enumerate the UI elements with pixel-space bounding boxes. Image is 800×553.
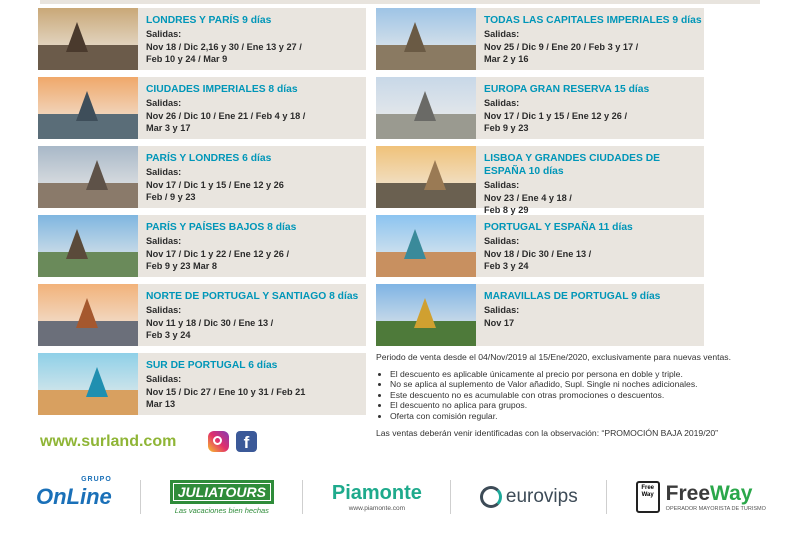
tour-info	[138, 8, 302, 70]
freeway-logo	[636, 481, 766, 513]
tour-photo	[38, 77, 138, 139]
departure-dates: Nov 18 / Dic 2,16 y 30 / Ene 13 y 27 /	[146, 41, 302, 52]
partner-logos	[36, 475, 766, 519]
tour-card[interactable]	[376, 77, 704, 139]
online-logo	[36, 476, 112, 510]
departure-dates: Nov 17	[484, 317, 515, 328]
tour-card[interactable]	[38, 146, 366, 208]
tour-title[interactable]: SUR DE PORTUGAL 6 días	[146, 360, 278, 371]
departure-dates: Mar 2 y 16	[484, 54, 529, 64]
tour-title[interactable]: NORTE DE PORTUGAL Y SANTIAGO 8 días	[146, 291, 359, 302]
eurovips-logo	[480, 486, 578, 508]
tour-title[interactable]: PARÍS Y LONDRES 6 días	[146, 153, 272, 164]
departure-dates: Feb / 9 y 23	[146, 192, 196, 202]
tour-title[interactable]: PORTUGAL Y ESPAÑA 11 días	[484, 222, 633, 233]
left-column	[38, 8, 366, 422]
tour-info	[476, 8, 702, 70]
tour-card[interactable]	[38, 215, 366, 277]
logo-divider	[302, 480, 303, 514]
departure-dates: Nov 15 / Dic 27 / Ene 10 y 31 / Feb 21	[146, 386, 306, 397]
tour-title[interactable]: EUROPA GRAN RESERVA 15 días	[484, 84, 650, 95]
photo-ground	[376, 45, 476, 70]
departure-dates: Nov 25 / Dic 9 / Ene 20 / Feb 3 y 17 /	[484, 41, 639, 52]
departures-label: Salidas:	[146, 29, 182, 39]
tour-info	[476, 77, 649, 139]
note-item: • El descuento es aplicable únicamente al precio por persona en doble y triple.	[390, 369, 766, 380]
piamonte-logo-name: Piamonte	[331, 482, 422, 504]
tour-photo	[38, 215, 138, 277]
departures-label: Salidas:	[146, 98, 182, 108]
freeway-logo-name	[666, 482, 766, 506]
departure-dates: Feb 3 y 24	[484, 261, 529, 271]
tour-info	[138, 353, 305, 415]
logo-divider	[140, 480, 141, 514]
departure-dates: Nov 17 / Dic 1 y 22 / Ene 12 y 26 /	[146, 248, 289, 259]
photo-ground	[376, 252, 476, 277]
tour-info	[138, 215, 296, 277]
departure-dates: Nov 11 y 18 / Dic 30 / Ene 13 /	[146, 317, 274, 328]
tour-title[interactable]: CIUDADES IMPERIALES 8 días	[146, 84, 298, 95]
freeway-name-a: Free	[665, 482, 711, 505]
note-item: • No se aplica al suplemento de Valor añadido, Supl. Single ni noches adicionales.	[390, 379, 766, 390]
freeway-name-b: Way	[710, 482, 753, 505]
freeway-sign-icon: Free Way	[636, 481, 660, 513]
tour-photo	[38, 8, 138, 70]
piamonte-url: www.piamonte.com	[348, 505, 406, 512]
departure-dates: Feb 8 y 29	[484, 205, 529, 215]
tour-info	[138, 77, 305, 139]
freeway-tagline: OPERADOR MAYORISTA DE TURISMO	[665, 506, 766, 512]
juliatours-tagline: Las vacaciones bien hechas	[174, 505, 269, 515]
terms-notes	[376, 352, 766, 438]
departures-label: Salidas:	[484, 98, 520, 108]
departure-dates: Feb 9 y 23	[484, 123, 529, 133]
departure-dates: Mar 3 y 17	[146, 123, 191, 133]
note-item: • Este descuento no es acumulable con otras promociones o descuentos.	[390, 390, 766, 401]
logo-divider	[450, 480, 451, 514]
tour-photo	[376, 284, 476, 346]
tour-card[interactable]	[38, 284, 366, 346]
tour-card[interactable]	[376, 146, 704, 215]
departure-dates: Feb 3 y 24	[146, 330, 191, 340]
note-item: • El descuento no aplica para grupos.	[390, 400, 766, 411]
tour-photo	[376, 215, 476, 277]
tour-photo	[376, 146, 476, 208]
logo-divider	[606, 480, 607, 514]
departure-dates: Feb 9 y 23 Mar 8	[146, 261, 217, 271]
tour-info	[476, 215, 633, 277]
eurovips-emblem-icon	[480, 486, 502, 508]
tour-photo	[376, 8, 476, 70]
departure-dates: Nov 26 / Dic 10 / Ene 21 / Feb 4 y 18 /	[146, 110, 306, 121]
tour-photo	[376, 77, 476, 139]
note-item: • Oferta con comisión regular.	[390, 411, 766, 422]
departures-label: Salidas:	[146, 374, 182, 384]
tour-card[interactable]	[376, 284, 704, 346]
online-logo-sub: GRUPO	[81, 476, 112, 483]
departure-dates: Mar 13	[146, 399, 176, 409]
tour-card[interactable]	[38, 353, 366, 415]
tour-title[interactable]: MARAVILLAS DE PORTUGAL 9 días	[484, 291, 661, 302]
tour-photo	[38, 353, 138, 415]
tour-title[interactable]: PARÍS Y PAÍSES BAJOS 8 días	[146, 222, 297, 233]
juliatours-logo-name: JULIATOURS	[170, 480, 274, 504]
right-column	[376, 8, 704, 353]
departures-label: Salidas:	[484, 29, 520, 39]
tour-info	[476, 284, 660, 346]
departures-label: Salidas:	[484, 180, 520, 190]
departure-dates: Feb 10 y 24 / Mar 9	[146, 54, 228, 64]
departures-label: Salidas:	[146, 236, 182, 246]
juliatours-logo	[170, 480, 274, 515]
departures-label: Salidas:	[146, 167, 182, 177]
photo-ground	[38, 252, 138, 277]
tour-card[interactable]	[38, 8, 366, 70]
online-logo-name: OnLine	[36, 484, 112, 509]
departures-label: Salidas:	[484, 305, 520, 315]
departure-dates: Nov 17 / Dic 1 y 15 / Ene 12 y 26	[146, 179, 284, 190]
departure-dates: Nov 18 / Dic 30 / Ene 13 /	[484, 248, 592, 259]
tour-photo	[38, 284, 138, 346]
tour-card[interactable]	[38, 77, 366, 139]
tour-title[interactable]: LISBOA Y GRANDES CIUDADES DE ESPAÑA 10 días	[484, 153, 661, 177]
photo-ground	[38, 45, 138, 70]
notes-list	[376, 369, 766, 422]
instagram-icon[interactable]	[208, 431, 229, 452]
tour-card[interactable]	[376, 215, 704, 277]
top-band	[40, 0, 760, 4]
notes-intro: Periodo de venta desde el 04/Nov/2019 al 15/Ene/2020, exclusivamente para nuevas ventas.	[376, 352, 731, 362]
piamonte-logo	[332, 482, 422, 512]
eurovips-logo-name: eurovips	[505, 486, 578, 507]
tour-card[interactable]	[376, 8, 704, 70]
departure-dates: Nov 17 / Dic 1 y 15 / Ene 12 y 26 /	[484, 110, 627, 121]
tour-photo	[38, 146, 138, 208]
departure-dates: Nov 23 / Ene 4 y 18 /	[484, 192, 572, 203]
website-link[interactable]: www.surland.com	[40, 433, 177, 450]
tour-info	[138, 146, 284, 208]
departures-label: Salidas:	[484, 236, 520, 246]
tour-title[interactable]: LONDRES Y PARÍS 9 días	[146, 15, 272, 26]
tour-info	[138, 284, 358, 346]
notes-footer: Las ventas deberán venir identificadas con la observación: “PROMOCIÓN BAJA 2019/20”	[376, 427, 719, 438]
departures-label: Salidas:	[146, 305, 182, 315]
tour-title[interactable]: TODAS LAS CAPITALES IMPERIALES 9 días	[484, 15, 702, 26]
tour-info	[476, 146, 704, 215]
social-icons	[208, 431, 257, 452]
facebook-icon[interactable]: f	[236, 431, 257, 452]
